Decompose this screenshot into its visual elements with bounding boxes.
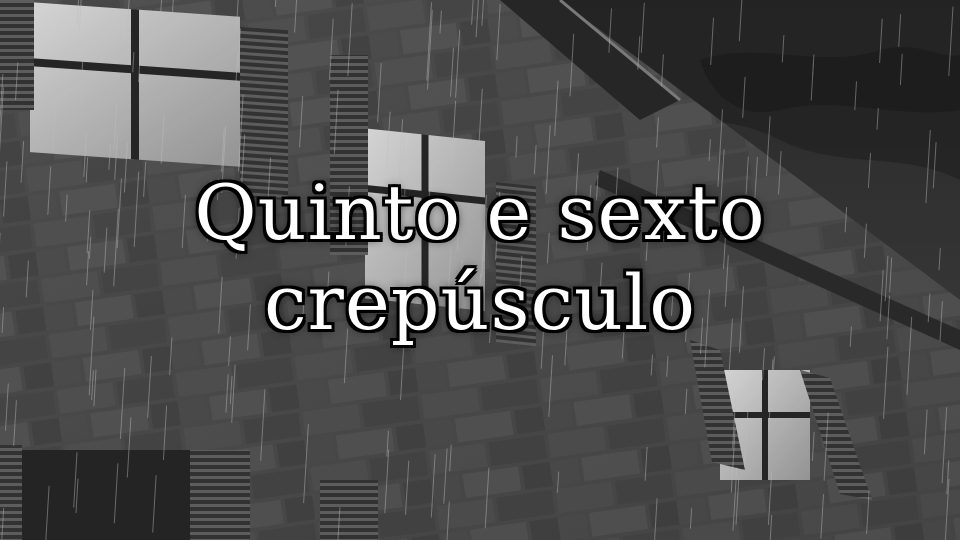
title-card [0, 168, 960, 348]
title-line-2: crepúsculo [263, 258, 697, 347]
title-line-1: Quinto e sexto [194, 168, 766, 257]
